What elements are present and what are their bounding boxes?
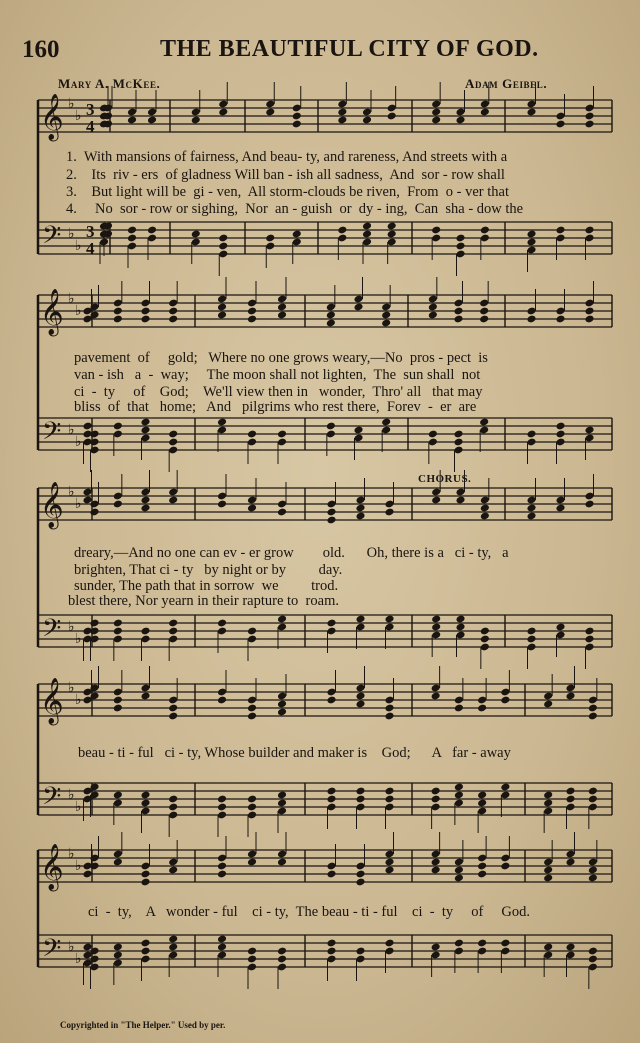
note-head — [355, 700, 365, 709]
note-head — [477, 939, 487, 948]
flat-icon: ♭ — [68, 619, 75, 635]
flat-icon: ♭ — [68, 846, 75, 862]
note-head — [584, 120, 594, 129]
note-head — [140, 870, 150, 879]
flat-icon: ♭ — [68, 226, 75, 242]
note-head — [140, 947, 150, 956]
note-head — [113, 422, 123, 431]
note-head — [217, 803, 227, 812]
note-head — [127, 116, 137, 125]
note-head — [455, 496, 465, 505]
note-head — [277, 791, 287, 800]
copyright-footer: Copyrighted in "The Helper." Used by per. — [60, 1020, 226, 1030]
time-signature-bottom: 4 — [86, 239, 95, 258]
note-head — [384, 866, 394, 875]
hymn-title: THE BEAUTIFUL CITY OF GOD. — [160, 36, 539, 62]
treble-clef-icon: 𝄞 — [40, 94, 64, 140]
note-head — [168, 619, 178, 628]
note-head — [477, 862, 487, 871]
note-head — [454, 704, 464, 713]
note-head — [113, 951, 123, 960]
note-head — [140, 307, 150, 316]
note-head — [588, 955, 598, 964]
note-head — [140, 426, 150, 435]
flat-icon: ♭ — [75, 303, 82, 319]
note-head — [453, 315, 463, 324]
note-head — [588, 704, 598, 713]
treble-clef-icon: 𝄞 — [40, 289, 64, 335]
note-head — [82, 627, 92, 636]
flat-icon: ♭ — [75, 108, 82, 124]
note-head — [217, 418, 227, 427]
note-head — [140, 791, 150, 800]
note-head — [428, 311, 438, 320]
note-head — [326, 870, 336, 879]
note-head — [326, 311, 336, 320]
note-head — [500, 862, 510, 871]
note-head — [384, 858, 394, 867]
note-head — [191, 230, 201, 239]
note-head — [584, 315, 594, 324]
note-head — [543, 874, 553, 883]
note-head — [247, 307, 257, 316]
note-head — [277, 858, 287, 867]
note-head — [247, 955, 257, 964]
lyricist-credit: Mary A. McKee. — [58, 76, 161, 91]
note-head — [147, 226, 157, 235]
note-head — [337, 108, 347, 117]
note-head — [217, 311, 227, 320]
lyric-line-s3-v1: dreary,—And no one can ev - er grow old. Oh, there is a ci - ty, a — [74, 545, 509, 561]
note-head — [480, 627, 490, 636]
note-head — [584, 307, 594, 316]
note-head — [247, 504, 257, 513]
note-head — [565, 692, 575, 701]
note-head — [355, 787, 365, 796]
lyric-line-s2-v4: bliss of that home; And pilgrims who rest there, Forev - er are — [74, 399, 477, 415]
note-head — [500, 783, 510, 792]
flat-icon: ♭ — [68, 291, 75, 307]
note-head — [277, 700, 287, 709]
bass-clef-icon: 𝄢 — [42, 221, 62, 256]
flat-icon: ♭ — [75, 631, 82, 647]
lyric-line-s1-v2: 2. Its riv - ers of gladness Will ban - ish all sadness, And sor - row shall — [66, 167, 505, 183]
note-head — [140, 878, 150, 887]
note-head — [431, 496, 441, 505]
note-head — [565, 943, 575, 952]
note-head — [431, 943, 441, 952]
note-head — [588, 947, 598, 956]
note-head — [479, 307, 489, 316]
note-head — [218, 242, 228, 251]
note-head — [82, 870, 92, 879]
note-head — [89, 508, 99, 517]
note-head — [265, 234, 275, 243]
note-head — [168, 430, 178, 439]
note-head — [384, 712, 394, 721]
note-head — [477, 799, 487, 808]
flat-icon: ♭ — [75, 858, 82, 874]
note-head — [526, 315, 536, 324]
note-head — [168, 712, 178, 721]
note-head — [326, 508, 336, 517]
flat-icon: ♭ — [68, 96, 75, 112]
note-head — [82, 422, 92, 431]
note-head — [168, 496, 178, 505]
note-head — [168, 315, 178, 324]
note-head — [362, 222, 372, 231]
note-head — [543, 700, 553, 709]
note-head — [217, 870, 227, 879]
time-signature-top: 3 — [86, 100, 95, 119]
note-head — [355, 692, 365, 701]
note-head — [526, 230, 536, 239]
note-head — [431, 615, 441, 624]
note-head — [477, 704, 487, 713]
note-head — [113, 696, 123, 705]
flat-icon: ♭ — [75, 238, 82, 254]
note-head — [500, 696, 510, 705]
note-head — [588, 795, 598, 804]
note-head — [477, 791, 487, 800]
note-head — [217, 696, 227, 705]
note-head — [480, 108, 490, 117]
note-head — [168, 307, 178, 316]
note-head — [526, 430, 536, 439]
flat-icon: ♭ — [68, 484, 75, 500]
note-head — [337, 116, 347, 125]
note-head — [113, 315, 123, 324]
note-head — [113, 704, 123, 713]
note-head — [113, 858, 123, 867]
note-head — [453, 307, 463, 316]
flat-icon: ♭ — [68, 422, 75, 438]
lyric-line-s2-v2: van - ish a - way; The moon shall not lighten, The sun shall not — [74, 367, 481, 383]
note-head — [384, 939, 394, 948]
note-head — [140, 692, 150, 701]
note-head — [247, 795, 257, 804]
note-head — [326, 795, 336, 804]
note-head — [455, 615, 465, 624]
lyric-line-s3-v2: brighten, That ci - ty by night or by day. — [74, 562, 343, 578]
lyric-line-s3-v3: sunder, The path that in sorrow we trod. — [74, 578, 339, 594]
note-head — [113, 791, 123, 800]
note-head — [555, 226, 565, 235]
note-head — [355, 878, 365, 887]
note-head — [584, 627, 594, 636]
note-head — [113, 500, 123, 509]
note-head — [584, 226, 594, 235]
note-head — [355, 947, 365, 956]
note-head — [218, 234, 228, 243]
note-head — [453, 438, 463, 447]
note-head — [247, 858, 257, 867]
note-head — [454, 874, 464, 883]
lyric-line-s1-v4: 4. No sor - row or sighing, Nor an - guish or dy - ing, Can sha - dow the — [66, 201, 524, 217]
note-head — [362, 116, 372, 125]
note-head — [277, 955, 287, 964]
note-head — [588, 787, 598, 796]
note-head — [384, 615, 394, 624]
note-head — [362, 230, 372, 239]
note-head — [431, 623, 441, 632]
note-head — [247, 627, 257, 636]
flat-icon: ♭ — [68, 787, 75, 803]
note-head — [384, 795, 394, 804]
note-head — [277, 508, 287, 517]
note-head — [292, 112, 302, 121]
flat-icon: ♭ — [75, 434, 82, 450]
note-head — [355, 504, 365, 513]
note-head — [480, 226, 490, 235]
note-head — [277, 303, 287, 312]
note-head — [526, 512, 536, 521]
note-head — [526, 238, 536, 247]
note-head — [168, 935, 178, 944]
note-head — [565, 858, 575, 867]
note-head — [479, 418, 489, 427]
note-head — [168, 704, 178, 713]
note-head — [455, 116, 465, 125]
note-head — [140, 799, 150, 808]
note-head — [217, 619, 227, 628]
note-head — [500, 939, 510, 948]
note-head — [526, 108, 536, 117]
note-head — [326, 787, 336, 796]
note-head — [140, 315, 150, 324]
flat-icon: ♭ — [68, 939, 75, 955]
note-head — [526, 504, 536, 513]
note-head — [168, 866, 178, 875]
treble-clef-icon: 𝄞 — [40, 678, 64, 724]
lyric-line-s4: beau - ti - ful ci - ty, Whose builder and maker is God; A far - away — [78, 745, 511, 761]
note-head — [326, 619, 336, 628]
flat-icon: ♭ — [75, 692, 82, 708]
note-head — [584, 112, 594, 121]
note-head — [140, 504, 150, 513]
note-head — [428, 430, 438, 439]
note-head — [453, 430, 463, 439]
note-head — [217, 935, 227, 944]
note-head — [455, 234, 465, 243]
lyric-line-s1-v3: 3. But light will be gi - ven, All storm-clouds be riven, From o - ver that — [66, 184, 510, 200]
note-head — [168, 795, 178, 804]
note-head — [584, 635, 594, 644]
note-head — [247, 803, 257, 812]
note-head — [326, 422, 336, 431]
note-head — [217, 862, 227, 871]
note-head — [355, 795, 365, 804]
note-head — [168, 803, 178, 812]
note-head — [431, 692, 441, 701]
note-head — [140, 939, 150, 948]
note-head — [127, 226, 137, 235]
note-head — [113, 627, 123, 636]
note-head — [381, 418, 391, 427]
note-head — [353, 426, 363, 435]
note-head — [326, 516, 336, 525]
note-head — [247, 712, 257, 721]
note-head — [217, 943, 227, 952]
note-head — [588, 874, 598, 883]
time-signature-bottom: 4 — [86, 117, 95, 136]
note-head — [455, 623, 465, 632]
lyric-line-s2-v3: ci - ty of God; We'll view then in wonder, Thro' all that may — [74, 384, 483, 400]
note-head — [454, 791, 464, 800]
note-head — [479, 315, 489, 324]
note-head — [277, 430, 287, 439]
note-head — [565, 795, 575, 804]
note-head — [431, 787, 441, 796]
note-head — [247, 704, 257, 713]
note-head — [191, 116, 201, 125]
note-head — [277, 799, 287, 808]
note-head — [387, 112, 397, 121]
note-head — [113, 619, 123, 628]
note-head — [127, 234, 137, 243]
note-head — [555, 120, 565, 129]
bass-clef-icon: 𝄢 — [42, 614, 62, 649]
note-head — [555, 315, 565, 324]
note-head — [381, 311, 391, 320]
note-head — [431, 866, 441, 875]
page-number: 160 — [22, 36, 60, 63]
note-head — [477, 870, 487, 879]
note-head — [526, 635, 536, 644]
note-head — [555, 623, 565, 632]
note-head — [326, 939, 336, 948]
note-head — [168, 627, 178, 636]
note-head — [387, 230, 397, 239]
note-head — [113, 307, 123, 316]
note-head — [355, 870, 365, 879]
note-head — [454, 866, 464, 875]
note-head — [588, 712, 598, 721]
note-head — [113, 943, 123, 952]
note-head — [480, 504, 490, 513]
note-head — [292, 120, 302, 129]
flat-icon: ♭ — [68, 680, 75, 696]
lyric-line-s1-v1: 1. With mansions of fairness, And beau- ty, and rareness, And streets with a — [66, 149, 508, 165]
note-head — [555, 430, 565, 439]
note-head — [588, 866, 598, 875]
chorus-label: CHORUS. — [418, 473, 472, 485]
note-head — [168, 438, 178, 447]
lyric-line-s2-v1: pavement of gold; Where no one grows weary,—No pros - pect is — [74, 350, 488, 366]
note-head — [455, 242, 465, 251]
note-head — [353, 303, 363, 312]
note-head — [431, 795, 441, 804]
note-head — [565, 787, 575, 796]
note-head — [543, 791, 553, 800]
note-head — [277, 947, 287, 956]
note-head — [89, 619, 99, 628]
note-head — [454, 939, 464, 948]
note-head — [326, 947, 336, 956]
note-head — [140, 496, 150, 505]
treble-clef-icon: 𝄞 — [40, 844, 64, 890]
note-head — [555, 504, 565, 513]
note-head — [428, 303, 438, 312]
bass-clef-icon: 𝄢 — [42, 934, 62, 969]
note-head — [140, 627, 150, 636]
treble-clef-icon: 𝄞 — [40, 482, 64, 528]
note-head — [431, 108, 441, 117]
note-head — [555, 422, 565, 431]
note-head — [277, 708, 287, 717]
note-head — [431, 226, 441, 235]
note-head — [355, 615, 365, 624]
note-head — [147, 116, 157, 125]
note-head — [168, 943, 178, 952]
note-head — [337, 226, 347, 235]
lyric-line-s3-v4: blest there, Nor yearn in their rapture to roam. — [68, 593, 339, 609]
note-head — [277, 311, 287, 320]
note-head — [584, 426, 594, 435]
note-head — [454, 783, 464, 792]
note-head — [140, 418, 150, 427]
note-head — [381, 319, 391, 328]
note-head — [326, 319, 336, 328]
note-head — [384, 508, 394, 517]
flat-icon: ♭ — [75, 951, 82, 967]
flat-icon: ♭ — [75, 496, 82, 512]
composer-credit: Adam Geibel. — [465, 76, 548, 91]
note-head — [217, 303, 227, 312]
note-head — [355, 512, 365, 521]
note-head — [247, 947, 257, 956]
note-head — [384, 704, 394, 713]
note-head — [265, 108, 275, 117]
note-head — [247, 430, 257, 439]
note-head — [217, 795, 227, 804]
note-head — [543, 799, 553, 808]
note-head — [326, 696, 336, 705]
note-head — [217, 500, 227, 509]
note-head — [584, 500, 594, 509]
note-head — [82, 430, 92, 439]
note-head — [526, 627, 536, 636]
note-head — [218, 108, 228, 117]
note-head — [480, 635, 490, 644]
time-signature-top: 3 — [86, 222, 95, 241]
lyric-line-s5: ci - ty, A wonder - ful ci - ty, The beau - ti - ful ci - ty of God. — [88, 904, 531, 920]
note-head — [431, 858, 441, 867]
note-head — [277, 615, 287, 624]
note-head — [543, 943, 553, 952]
note-head — [292, 230, 302, 239]
note-head — [431, 116, 441, 125]
flat-icon: ♭ — [75, 799, 82, 815]
note-head — [247, 315, 257, 324]
bass-clef-icon: 𝄢 — [42, 417, 62, 452]
bass-clef-icon: 𝄢 — [42, 782, 62, 817]
note-head — [384, 787, 394, 796]
note-head — [387, 222, 397, 231]
note-head — [543, 866, 553, 875]
note-head — [480, 512, 490, 521]
